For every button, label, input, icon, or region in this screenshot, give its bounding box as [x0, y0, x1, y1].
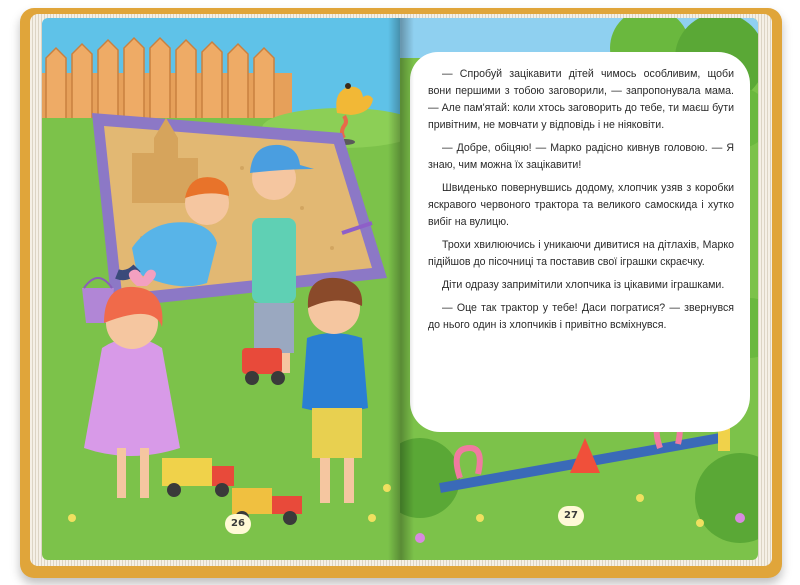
story-paragraph: — Добре, обіцяю! — Марко радісно кивнув головою. — Я знаю, чим можна їх зацікавити!: [428, 142, 734, 171]
story-paragraph: Трохи хвилюючись і уникаючи дивитися на дітлахів, Марко підійшов до пісочниці та поставив свої іграшки скраєчку.: [428, 239, 734, 268]
story-paragraph: — Оце так трактор у тебе! Даси погратися? — звернувся до нього один із хлопчиків і привітно всміхнувся.: [428, 302, 734, 331]
page-number-left: 26: [225, 514, 251, 534]
book-gutter: [388, 18, 414, 560]
page-number-right: 27: [558, 506, 584, 526]
left-page: [42, 18, 400, 560]
story-paragraph: Діти одразу запримітили хлопчика із цікавими іграшками.: [442, 279, 725, 291]
book-spread: [42, 18, 758, 560]
story-paragraph: Швиденько повернувшись додому, хлопчик узяв з коробки яскравого червоного трактора та великого самоскида і хутко вибіг на вулицю.: [428, 182, 734, 228]
story-paragraph: — Спробуй зацікавити дітей чимось особливим, щоби вони першими з тобою заговорили, — запропонувала мама. — Але пам'ятай: коли хтось заговорить до тебе, ти маєш бути привітним, не мовчати у відповідь і не ніяковіти.: [428, 68, 734, 131]
sandbox-illustration: [42, 18, 400, 560]
story-text-box: [410, 52, 750, 432]
right-page: [400, 18, 758, 560]
